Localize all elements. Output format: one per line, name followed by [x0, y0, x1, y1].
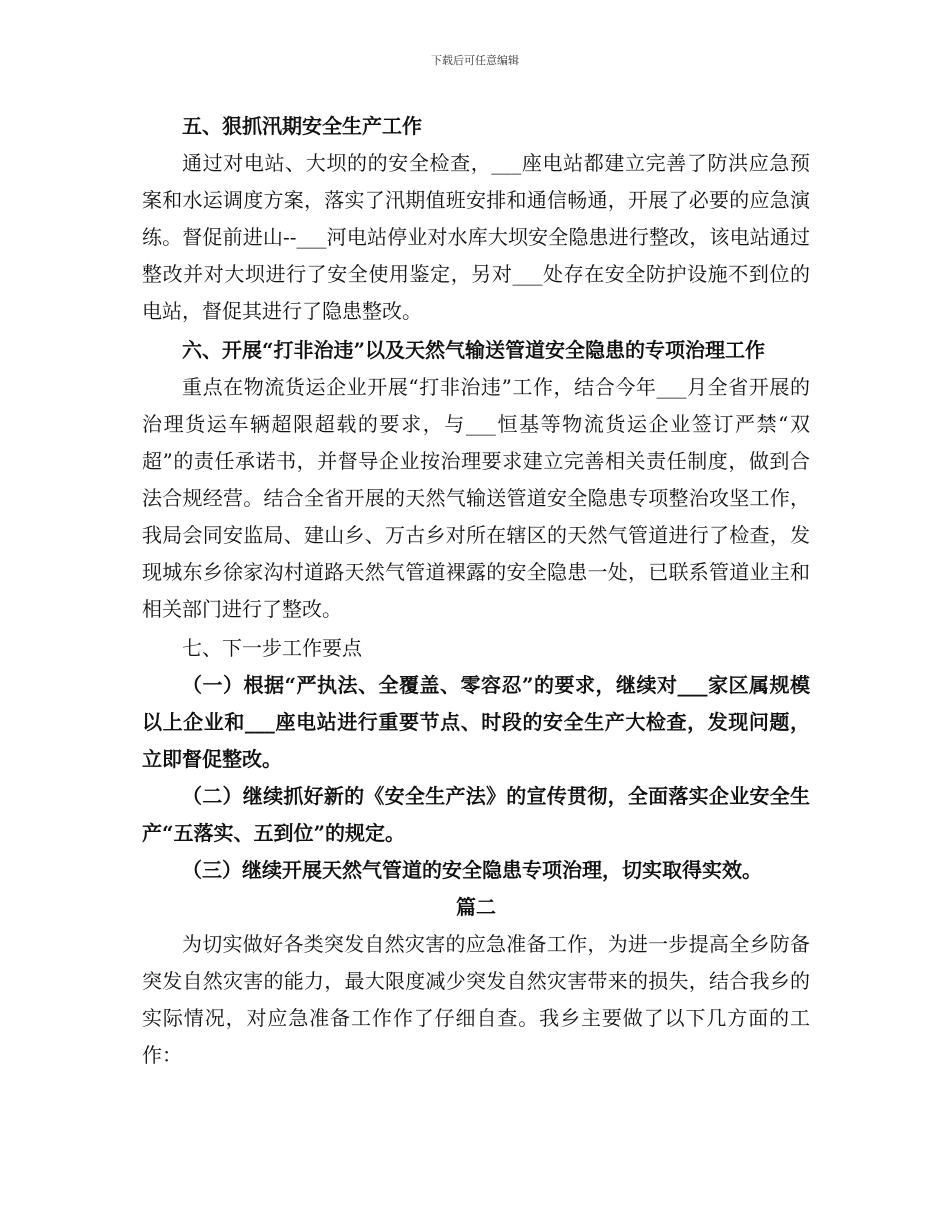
section-heading-6: 六、开展“打非治违”以及天然气输送管道安全隐患的专项治理工作 — [182, 338, 766, 362]
paragraph-part-two: 为切实做好各类突发自然灾害的应急准备工作，为进一步提高全乡防备突发自然灾害的能力，最大限度减少突发自然灾害带来的损失，结合我乡的实际情况，对应急准备工作作了仔细自查。我乡主要做了以下几方面的工作： — [142, 932, 810, 1067]
section-heading-5: 五、狠抓汛期安全生产工作 — [182, 114, 422, 138]
paragraph-6: 重点在物流货运企业开展“打非治违”工作，结合今年___月全省开展的治理货运车辆超限超载的要求，与___恒基等物流货运企业签订严禁“双超”的责任承诺书，并督导企业按治理要求建立完善相关责任制度，做到合法合规经营。结合全省开展的天然气输送管道安全隐患专项整治攻坚工作，我局会同安监局、建山乡、万古乡对所在辖区的天然气管道进行了检查，发现城东乡徐家沟村道路天然气管道裸露的安全隐患一处，已联系管道业主和相关部门进行了整改。 — [142, 375, 810, 621]
part-two-title: 篇二 — [456, 895, 496, 919]
page-header-note: 下载后可任意编辑 — [431, 54, 519, 67]
document-body — [142, 108, 810, 1074]
paragraph-5: 通过对电站、大坝的的安全检查，___座电站都建立完善了防洪应急预案和水运调度方案，落实了汛期值班安排和通信畅通，开展了必要的应急演练。督促前进山--___河电站停业对水库大坝安全隐患进行整改，该电站通过整改并对大坝进行了安全使用鉴定，另对___处存在安全防护设施不到位的电站，督促其进行了隐患整改。 — [142, 151, 810, 323]
section-heading-7: 七、下一步工作要点 — [182, 636, 362, 660]
work-point-2: （二）继续抓好新的《安全生产法》的宣传贯彻，全面落实企业安全生产“五落实、五到位”的规定。 — [142, 784, 810, 845]
work-point-1: （一）根据“严执法、全覆盖、零容忍”的要求，继续对___家区属规模以上企业和___座电站进行重要节点、时段的安全生产大检查，发现问题，立即督促整改。 — [142, 673, 810, 771]
work-point-3: （三）继续开展天然气管道的安全隐患专项治理，切实取得实效。 — [182, 858, 762, 882]
